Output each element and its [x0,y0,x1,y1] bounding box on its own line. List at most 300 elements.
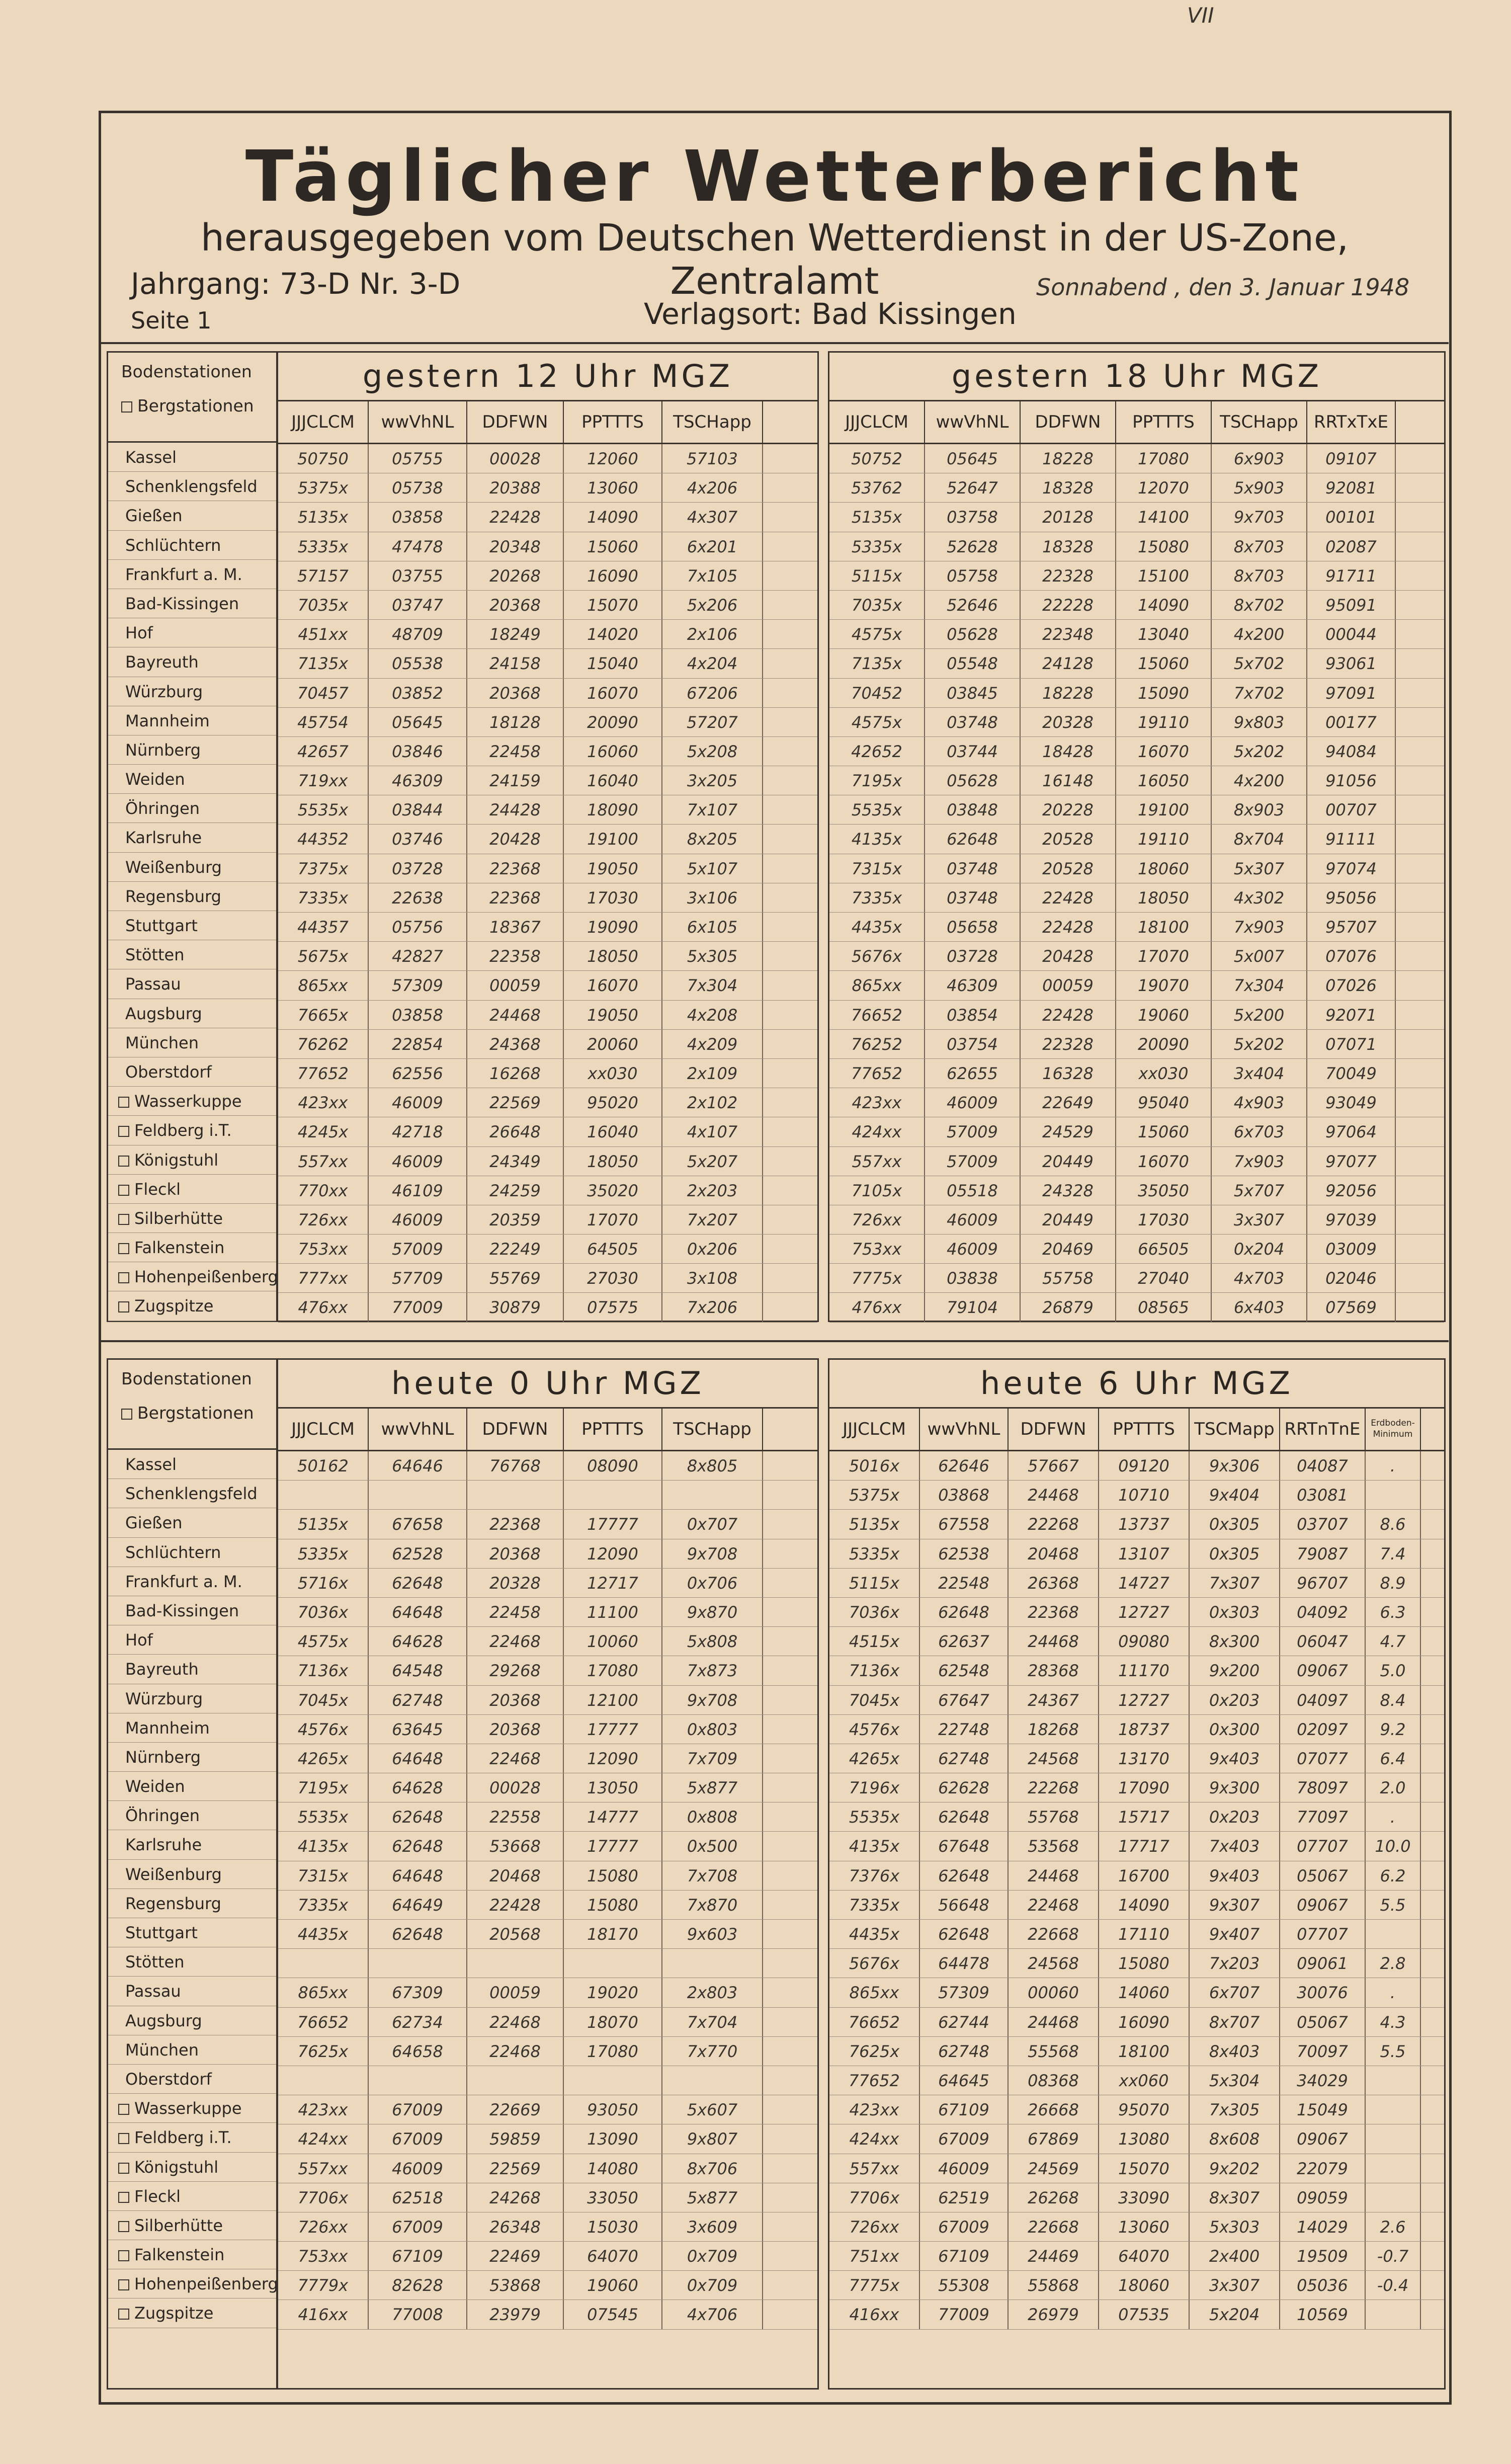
table-cell: 76768 [467,1451,564,1480]
station-name: Hof [125,1630,153,1650]
table-cell: 26648 [467,1117,564,1146]
station-row [108,2123,276,2152]
table-cell [467,1481,564,1509]
table-cell: 70097 [1280,2037,1366,2066]
table-cell: 4x706 [662,2300,763,2329]
station-row [108,940,276,969]
table-cell: 09067 [1280,1656,1366,1685]
table-cell: 22328 [1021,1030,1116,1058]
table-cell: 20228 [1021,795,1116,824]
table-cell: 22458 [467,737,564,766]
table-cell: 5375x [829,1481,920,1509]
table-cell: 5x207 [662,1147,763,1176]
table-cell: 26348 [467,2212,564,2241]
table-cell: 26268 [1009,2183,1099,2212]
table-cell: 14080 [564,2154,662,2183]
table-cell: 18228 [1021,679,1116,707]
table-cell: 02046 [1307,1264,1396,1292]
station-name: Mannheim [125,1718,210,1738]
table-cell: 07077 [1280,1744,1366,1773]
table-row [829,708,1444,737]
station-name: Silberhütte [134,1208,223,1228]
table-row [829,737,1444,766]
table-cell: 57009 [925,1147,1021,1176]
table-cell: 05538 [369,649,467,678]
table-cell: 30879 [467,1293,564,1322]
table-cell: 62637 [920,1627,1009,1656]
table-cell: 6x105 [662,913,763,941]
table-row [829,1773,1444,1802]
table-cell: 9x407 [1190,1920,1280,1948]
table-cell: 64070 [1099,2242,1190,2270]
table-cell: 97077 [1307,1147,1396,1176]
table-cell: 5.0 [1366,1656,1421,1685]
table-cell: 5135x [829,1510,920,1538]
table-row [278,971,817,1000]
table-cell: 8x703 [1212,561,1307,590]
table-cell: 62556 [369,1059,467,1088]
table-cell: 24268 [467,2183,564,2212]
table-row [829,1481,1444,1510]
table-cell: 0x204 [1212,1235,1307,1263]
table-cell: 22358 [467,942,564,970]
table-cell: 35020 [564,1176,662,1205]
table-row [829,1978,1444,2007]
table-cell: 13060 [1099,2212,1190,2241]
panel-gestern-12 [277,351,819,1322]
table-cell: 0x808 [662,1802,763,1831]
table-cell: 11170 [1099,1656,1190,1685]
station-row [108,2298,276,2328]
table-cell: 7x304 [1212,971,1307,1000]
table-cell: 16090 [564,561,662,590]
table-cell: 00059 [467,971,564,1000]
table-cell: 62748 [920,2037,1009,2066]
table-row [829,1205,1444,1235]
station-name: Stuttgart [125,1923,198,1942]
station-row [108,443,276,472]
table-cell: 57009 [369,1235,467,1263]
table-row [829,2124,1444,2154]
table-row [278,591,817,620]
table-cell: 22649 [1021,1088,1116,1117]
station-name: Feldberg i.T. [134,2128,232,2148]
mountain-station-marker [118,2221,129,2232]
table-cell: 4x200 [1212,766,1307,795]
column-header: TSCHapp [662,401,763,443]
station-name: Karlsruhe [125,1835,202,1855]
column-header: TSCHapp [662,1409,763,1450]
station-name: Fleckl [134,2186,181,2206]
table-cell: 03845 [925,679,1021,707]
panel-title: gestern 12 Uhr MGZ [278,353,817,401]
table-cell: 20268 [467,561,564,590]
table-cell: 8.6 [1366,1510,1421,1538]
table-cell: 18060 [1116,854,1212,883]
table-cell: 63645 [369,1715,467,1744]
table-cell: 3x106 [662,883,763,912]
table-cell: 6.3 [1366,1598,1421,1626]
table-cell: 67648 [920,1832,1009,1860]
column-header: Erdboden-Minimum [1366,1409,1421,1450]
table-cell: 46009 [369,1147,467,1176]
table-cell: 20449 [1021,1147,1116,1176]
table-cell: 45754 [278,708,369,736]
station-row [108,1743,276,1772]
table-cell: 0x203 [1190,1686,1280,1714]
table-row [829,942,1444,971]
table-cell: 03758 [925,503,1021,531]
table-cell: 64628 [369,1773,467,1802]
table-cell: 6x201 [662,532,763,561]
table-cell: 4435x [829,913,925,941]
table-cell: 77652 [829,1059,925,1088]
station-name: Stuttgart [125,916,198,935]
table-cell: 5x702 [1212,649,1307,678]
table-cell: 22428 [1021,883,1116,912]
table-row [278,1451,817,1481]
table-cell: 7706x [278,2183,369,2212]
mountain-station-marker [118,1126,129,1137]
table-cell: 18328 [1021,473,1116,502]
table-cell: 46009 [369,1088,467,1117]
table-cell: 5x208 [662,737,763,766]
column-header: JJJCLCM [278,401,369,443]
table-cell: 7035x [278,591,369,619]
table-row [278,825,817,854]
table-cell: 9x807 [662,2124,763,2153]
table-cell: 03748 [925,708,1021,736]
table-cell: 64070 [564,2242,662,2270]
table-row [278,1715,817,1744]
page-title: Täglicher Wetterbericht [245,136,1304,218]
table-cell [369,1481,467,1509]
table-cell: 24349 [467,1147,564,1176]
table-row [278,1744,817,1773]
station-column-header [108,1360,276,1450]
table-cell: 719xx [278,766,369,795]
station-name: Fleckl [134,1179,181,1199]
table-row [829,2008,1444,2037]
table-cell: 9x708 [662,1686,763,1714]
table-row [278,532,817,561]
table-cell: 95056 [1307,883,1396,912]
table-cell: 79104 [925,1293,1021,1322]
station-name: Stötten [125,945,185,965]
table-cell: 24259 [467,1176,564,1205]
table-cell: 26979 [1009,2300,1099,2329]
table-cell: 7x770 [662,2037,763,2066]
column-header: wwVhNL [920,1409,1009,1450]
station-row [108,1508,276,1537]
table-cell: 05658 [925,913,1021,941]
table-cell [662,2066,763,2095]
table-cell: 92081 [1307,473,1396,502]
table-cell: 4135x [278,1832,369,1860]
table-cell: 07707 [1280,1920,1366,1948]
table-cell: 15060 [1116,1117,1212,1146]
table-cell: 03755 [369,561,467,590]
table-cell: 16700 [1099,1861,1190,1890]
table-row [278,1773,817,1802]
table-cell: 5535x [278,795,369,824]
table-cell: 17110 [1099,1920,1190,1948]
table-row [829,2242,1444,2271]
table-cell: 8x205 [662,825,763,853]
table-cell: 62648 [369,1802,467,1831]
table-cell: 19050 [564,1001,662,1029]
table-cell: 7136x [829,1656,920,1685]
table-cell: 16040 [564,766,662,795]
table-cell: 19090 [564,913,662,941]
table-cell: 0x300 [1190,1715,1280,1744]
table-cell [1366,2066,1421,2095]
table-cell: 20368 [467,679,564,707]
table-cell: 03747 [369,591,467,619]
table-cell: 12090 [564,1744,662,1773]
table-cell: 20388 [467,473,564,502]
table-cell: 70452 [829,679,925,707]
table-cell: 5675x [278,942,369,970]
table-cell: 47478 [369,532,467,561]
table-cell: 476xx [278,1293,369,1322]
table-cell: 3x404 [1212,1059,1307,1088]
table-cell: 5x202 [1212,737,1307,766]
column-header: PPTTTS [564,401,662,443]
table-cell: 24568 [1009,1949,1099,1978]
table-cell: 4x208 [662,1001,763,1029]
table-cell: 5x303 [1190,2212,1280,2241]
table-cell: 4.7 [1366,1627,1421,1656]
table-cell: 7335x [829,1891,920,1919]
table-cell: 20428 [467,825,564,853]
table-cell: 19100 [1116,795,1212,824]
table-row [829,1030,1444,1059]
table-cell: 64628 [369,1627,467,1656]
table-cell: 62648 [920,1861,1009,1890]
table-cell: 46009 [925,1235,1021,1263]
table-row [829,2066,1444,2095]
table-cell: 0x305 [1190,1539,1280,1568]
table-row [829,2095,1444,2124]
table-cell: 9x403 [1190,1861,1280,1890]
table-cell: 4x204 [662,649,763,678]
table-cell: 17070 [564,1205,662,1234]
table-cell: 56648 [920,1891,1009,1919]
table-cell [369,2066,467,2095]
table-row [278,1686,817,1715]
table-cell: 46309 [925,971,1021,1000]
table-cell: 5335x [829,1539,920,1568]
station-row [108,1116,276,1145]
table-row [829,1598,1444,1627]
station-row [108,1977,276,2006]
table-cell: 476xx [829,1293,925,1322]
table-cell: 4515x [829,1627,920,1656]
station-row [108,1057,276,1087]
table-cell: 12100 [564,1686,662,1714]
station-column-header [108,353,276,443]
table-cell: 09067 [1280,2124,1366,2153]
table-cell: 55868 [1009,2271,1099,2299]
table-cell: 5x808 [662,1627,763,1656]
table-cell: 67647 [920,1686,1009,1714]
table-cell: 5335x [278,532,369,561]
station-name: Passau [125,974,181,994]
table-cell: 20328 [1021,708,1116,736]
table-cell: 59859 [467,2124,564,2153]
station-name: Regensburg [125,886,221,906]
table-cell: 19060 [564,2271,662,2299]
section-divider [101,1340,1449,1342]
table-cell: 22468 [467,2037,564,2066]
table-cell: 4265x [829,1744,920,1773]
table-cell: 77009 [920,2300,1009,2329]
station-row [108,853,276,882]
table-cell: 8x307 [1190,2183,1280,2212]
table-cell: 9x307 [1190,1891,1280,1919]
table-row [278,913,817,942]
table-cell: 64478 [920,1949,1009,1978]
table-cell: 7x107 [662,795,763,824]
table-cell: 7x709 [662,1744,763,1773]
table-cell: 9x870 [662,1598,763,1626]
table-cell: 22428 [1021,1001,1116,1029]
table-cell: 7x870 [662,1891,763,1919]
table-cell: 423xx [278,2095,369,2124]
table-cell: 00044 [1307,620,1396,648]
column-headers [278,1409,817,1451]
table-cell: 62519 [920,2183,1009,2212]
table-cell: 7775x [829,1264,925,1292]
table-cell: 05548 [925,649,1021,678]
table-cell: 62628 [920,1773,1009,1802]
table-cell: 8x704 [1212,825,1307,853]
table-cell: 76652 [829,2008,920,2036]
station-name: Gießen [125,1513,183,1533]
table-cell: 16050 [1116,766,1212,795]
station-row [108,1479,276,1508]
station-name: Kassel [125,448,177,467]
station-name: Weißenburg [125,857,222,877]
table-row [278,1861,817,1891]
table-cell: 0x709 [662,2271,763,2299]
table-cell: 7x304 [662,971,763,1000]
table-cell [1366,1481,1421,1509]
table-cell: 57309 [369,971,467,1000]
station-name: München [125,2040,199,2060]
table-cell: 57103 [662,444,763,473]
table-cell: 03744 [925,737,1021,766]
table-row [278,620,817,649]
table-row [278,795,817,825]
table-row [829,2271,1444,2300]
table-cell: 03081 [1280,1481,1366,1509]
table-cell: 22569 [467,2154,564,2183]
table-cell [662,1949,763,1978]
table-cell: 62744 [920,2008,1009,2036]
page-note: VII [1187,3,1214,28]
table-cell: 7035x [829,591,925,619]
station-row [108,1860,276,1889]
table-cell: 4135x [829,825,925,853]
table-row [829,1176,1444,1205]
station-row [108,706,276,735]
table-cell: 97091 [1307,679,1396,707]
table-row [829,1891,1444,1920]
table-cell: 8x608 [1190,2124,1280,2153]
table-cell: 5135x [278,1510,369,1538]
table-row [829,1451,1444,1481]
station-row [108,1947,276,1977]
table-cell: 91711 [1307,561,1396,590]
table-cell: . [1366,1451,1421,1480]
table-cell: 95070 [1099,2095,1190,2124]
table-cell: 7625x [278,2037,369,2066]
table-cell: 07076 [1307,942,1396,970]
table-cell: 9x708 [662,1539,763,1568]
table-cell: 16070 [564,971,662,1000]
table-cell: 22468 [1009,1891,1099,1919]
table-cell: 03728 [369,854,467,883]
table-cell: 0x500 [662,1832,763,1860]
table-cell: 15080 [564,1861,662,1890]
station-row [108,1087,276,1116]
table-cell: 28368 [1009,1656,1099,1685]
table-cell: 2.6 [1366,2212,1421,2241]
table-cell: 5x007 [1212,942,1307,970]
table-cell: 8x702 [1212,591,1307,619]
table-cell: 2x400 [1190,2242,1280,2270]
station-name: Frankfurt a. M. [125,564,242,584]
table-cell: 18367 [467,913,564,941]
table-cell: 77009 [369,1293,467,1322]
station-row [108,1596,276,1625]
table-cell: 42657 [278,737,369,766]
table-cell: 5535x [829,1802,920,1831]
table-cell: 03748 [925,854,1021,883]
table-cell: 8x403 [1190,2037,1280,2066]
table-cell: 7335x [278,1891,369,1919]
table-cell: 7x203 [1190,1949,1280,1978]
table-cell: 5x877 [662,1773,763,1802]
table-cell [1366,2095,1421,2124]
table-row [829,883,1444,913]
table-cell: 13060 [564,473,662,502]
table-cell: 05067 [1280,1861,1366,1890]
table-cell: 22638 [369,883,467,912]
table-cell: 5535x [278,1802,369,1831]
table-cell: 9.2 [1366,1715,1421,1744]
table-cell: 62646 [920,1451,1009,1480]
mountain-station-marker [118,2279,129,2290]
table-cell: 4575x [829,620,925,648]
table-cell: 19110 [1116,825,1212,853]
table-row [829,1920,1444,1949]
table-cell: 726xx [829,1205,925,1234]
table-cell: 15090 [1116,679,1212,707]
table-cell: 557xx [278,2154,369,2183]
table-cell: 16060 [564,737,662,766]
station-name: Schenklengsfeld [125,477,258,497]
table-cell: 07026 [1307,971,1396,1000]
table-cell: 9x200 [1190,1656,1280,1685]
table-cell: 14727 [1099,1569,1190,1597]
table-cell: 424xx [829,2124,920,2153]
station-row [108,589,276,618]
table-cell: 5135x [278,503,369,531]
table-cell: 20528 [1021,854,1116,883]
